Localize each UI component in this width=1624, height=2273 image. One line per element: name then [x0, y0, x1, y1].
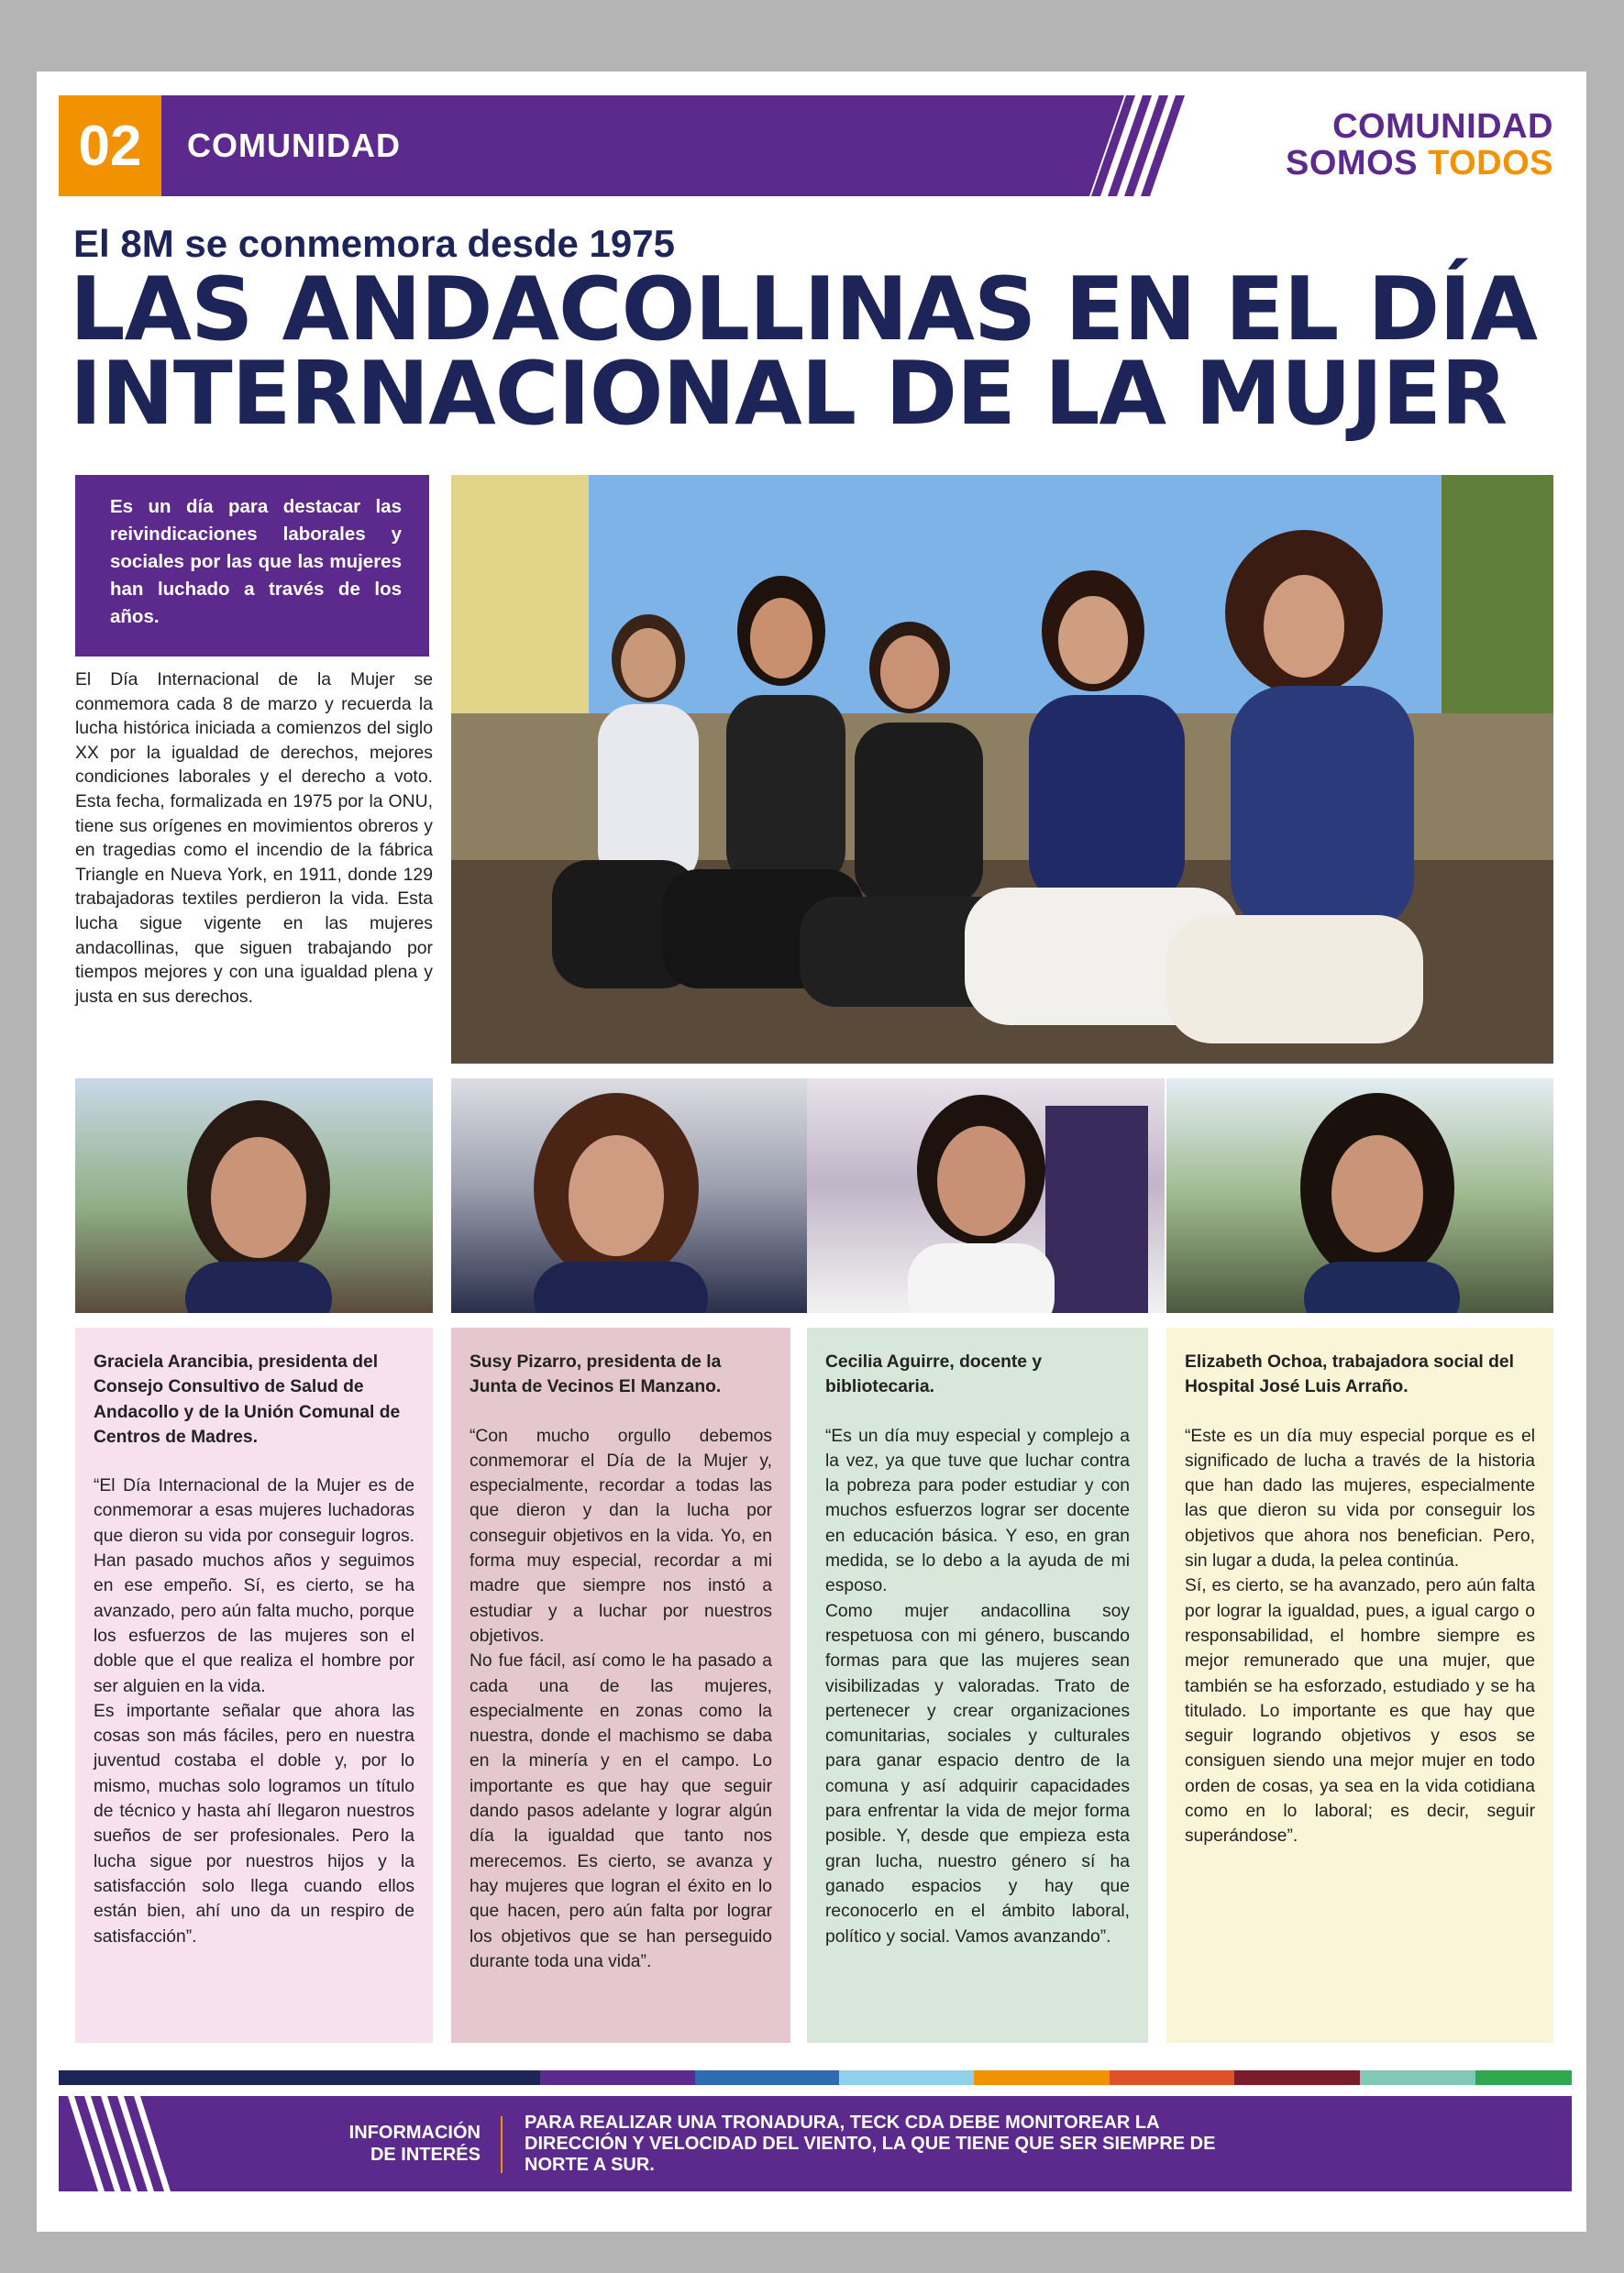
card-quote-p2: Sí, es cierto, se ha avanzado, pero aún falta por lograr la igualdad, pues, a igual cargo o responsabilidad, el hombre siempre es mejor remunerado que una mujer, que también se ha esforzado, estudiado y se ha titulado. Lo importante es que hay que seguir logrando objetivos y esos se consiguen siendo una mejor mujer en todo orden de cosas, ya sea en la vida cotidiana como en lo laboral; es decir, seguir superándose”. — [1185, 1576, 1535, 1847]
section-number: 02 — [59, 95, 161, 196]
brand-line-2b: TODOS — [1428, 144, 1553, 182]
header-stripes-decoration — [1082, 95, 1192, 196]
brand-line-2a: SOMOS — [1286, 144, 1429, 182]
brand-line-1: COMUNIDAD — [1332, 107, 1553, 146]
info-footer — [59, 2096, 1572, 2191]
card-name: Elizabeth Ochoa, trabajadora social del Hospital José Luis Arraño. — [1185, 1352, 1514, 1397]
portrait-illustration — [1166, 1078, 1553, 1313]
card-name: Susy Pizarro, presidenta de la Junta de Vecinos El Manzano. — [470, 1352, 722, 1397]
quote-card-cecilia — [807, 1328, 1148, 2043]
section-name: COMUNIDAD — [187, 127, 401, 164]
card-quote-p1: “Con mucho orgullo debemos conmemorar el Día de la Mujer y, especialmente, recordar a todas las que dieron y dan la lucha por conseguir objetivos en la vida. Yo, en forma muy especial, recordar a mi madre que siempre nos instó a estudiar y a luchar por nuestros objetivos. — [470, 1426, 772, 1646]
article-headline — [70, 259, 1574, 445]
group-photo-illustration — [451, 475, 1553, 1064]
section-bar — [161, 95, 1124, 196]
card-quote-p1: “El Día Internacional de la Mujer es de conmemorar a esas mujeres luchadoras que dieron su vida por conseguir logros. Han pasado muchos años y seguimos en ese empeño. Sí, es cierto, se ha avanzado, pero aún falta mucho, porque los esfuerzos de las mujeres son el doble que el que realiza el hombre por ser alguien en la vida. — [94, 1476, 414, 1696]
article-kicker: El 8M se conmemora desde 1975 — [73, 222, 675, 265]
headline-line-2: INTERNACIONAL DE LA MUJER — [70, 344, 1508, 445]
portrait-illustration — [75, 1078, 433, 1313]
footer-text: PARA REALIZAR UNA TRONADURA, TECK CDA DEBE MONITOREAR LA DIRECCIÓN Y VELOCIDAD DEL VIENTO, LA QUE TIENE QUE SER SIEMPRE DE NORTE A SUR. — [525, 2113, 1216, 2175]
footer-label — [288, 2122, 481, 2166]
footer-stripes-decoration — [68, 2096, 187, 2191]
card-quote-p1: “Es un día muy especial y complejo a la vez, ya que tuve que luchar contra la pobreza para poder estudiar y con muchos esfuerzos lograr ser docente en educación básica. Y eso, en gran medida, se lo debo a la ayuda de mi esposo. — [825, 1426, 1130, 1596]
footer-separator — [501, 2116, 503, 2173]
card-quote-p2: No fue fácil, así como le ha pasado a cada una de las mujeres, especialmente en zonas como la nuestra, donde el machismo se daba en la minería y en el campo. Lo importante es que hay que seguir dando pasos adelante y lograr algún día la igualdad que tanto nos merecemos. Es cierto, se avanza y hay mujeres que logran el éxito en lo que hacen, pero aún falta por lograr los objetivos que se han perseguido durante toda una vida”. — [470, 1651, 772, 1971]
portrait-graciela-arancibia — [75, 1078, 433, 1313]
lead-box: Es un día para destacar las reivindicaciones laborales y sociales por las que las mujeres han luchado a través de los años. — [75, 475, 429, 657]
portrait-illustration — [451, 1078, 790, 1313]
quote-card-susy — [451, 1328, 790, 2043]
newspaper-page — [37, 72, 1586, 2232]
quote-card-elizabeth — [1166, 1328, 1553, 2043]
color-strip-divider — [59, 2070, 1572, 2085]
portrait-susy-pizarro — [451, 1078, 809, 1313]
footer-label-line-1: INFORMACIÓN — [348, 2123, 481, 2143]
card-name: Cecilia Aguirre, docente y bibliotecaria. — [825, 1352, 1043, 1397]
card-name: Graciela Arancibia, presidenta del Consejo Consultivo de Salud de Andacollo y de la Unión Comunal de Centros de Madres. — [94, 1352, 401, 1447]
footer-label-line-2: DE INTERÉS — [370, 2145, 481, 2165]
card-quote-p1: “Este es un día muy especial porque es el significado de lucha a través de la historia que han dado las mujeres, especialmente las que dieron su vida por conseguir los objetivos que ahora nos benefician. Pero, sin lugar a duda, la pelea continúa. — [1185, 1426, 1535, 1572]
headline-line-1: LAS ANDACOLLINAS EN EL DÍA — [70, 259, 1538, 360]
brand-logo — [1286, 108, 1553, 182]
portrait-illustration — [807, 1078, 1148, 1313]
group-photo — [451, 475, 1553, 1064]
intro-paragraph: El Día Internacional de la Mujer se conmemora cada 8 de marzo y recuerda la lucha histórica iniciada a comienzos del siglo XX por la igualdad de derechos, mejores condiciones laborales y el derecho a voto. Esta fecha, formalizada en 1975 por la ONU, tiene sus orígenes en movimientos obreros y en tragedias como el incendio de la fábrica Triangle en Nueva York, en 1911, donde 129 trabajadoras textiles perdieron la vida. Esta lucha sigue vigente en las mujeres andacollinas, que siguen trabajando por tiempos mejores y con una igualdad plena y justa en sus derechos. — [75, 669, 433, 1007]
quote-card-graciela — [75, 1328, 433, 2043]
portrait-cecilia-aguirre — [807, 1078, 1165, 1313]
card-quote-p2: Como mujer andacollina soy respetuosa con mi género, buscando formas para que las mujeres sean visibilizadas y valoradas. Trato de pertenecer y crear organizaciones comunitarias, sociales y culturales para ganar espacio dentro de la comuna y así adquirir capacidades para enfrentar la vida de mejor forma posible. Y, desde que empieza esta gran lucha, nuestro género sí ha ganado espacios y hay que reconocerlo en el ámbito laboral, político y social. Vamos avanzando”. — [825, 1601, 1130, 1947]
card-quote-p2: Es importante señalar que ahora las cosas son más fáciles, pero en nuestra juventud costaba el doble y, por lo mismo, muchas solo logramos un título de técnico y hasta ahí llegaron nuestros sueños de ser profesionales. Pero la lucha sigue por nuestros hijos y la satisfacción solo llega cuando ellos están bien, ahí uno da un respiro de satisfacción”. — [94, 1701, 414, 1947]
portrait-elizabeth-ochoa — [1166, 1078, 1553, 1313]
